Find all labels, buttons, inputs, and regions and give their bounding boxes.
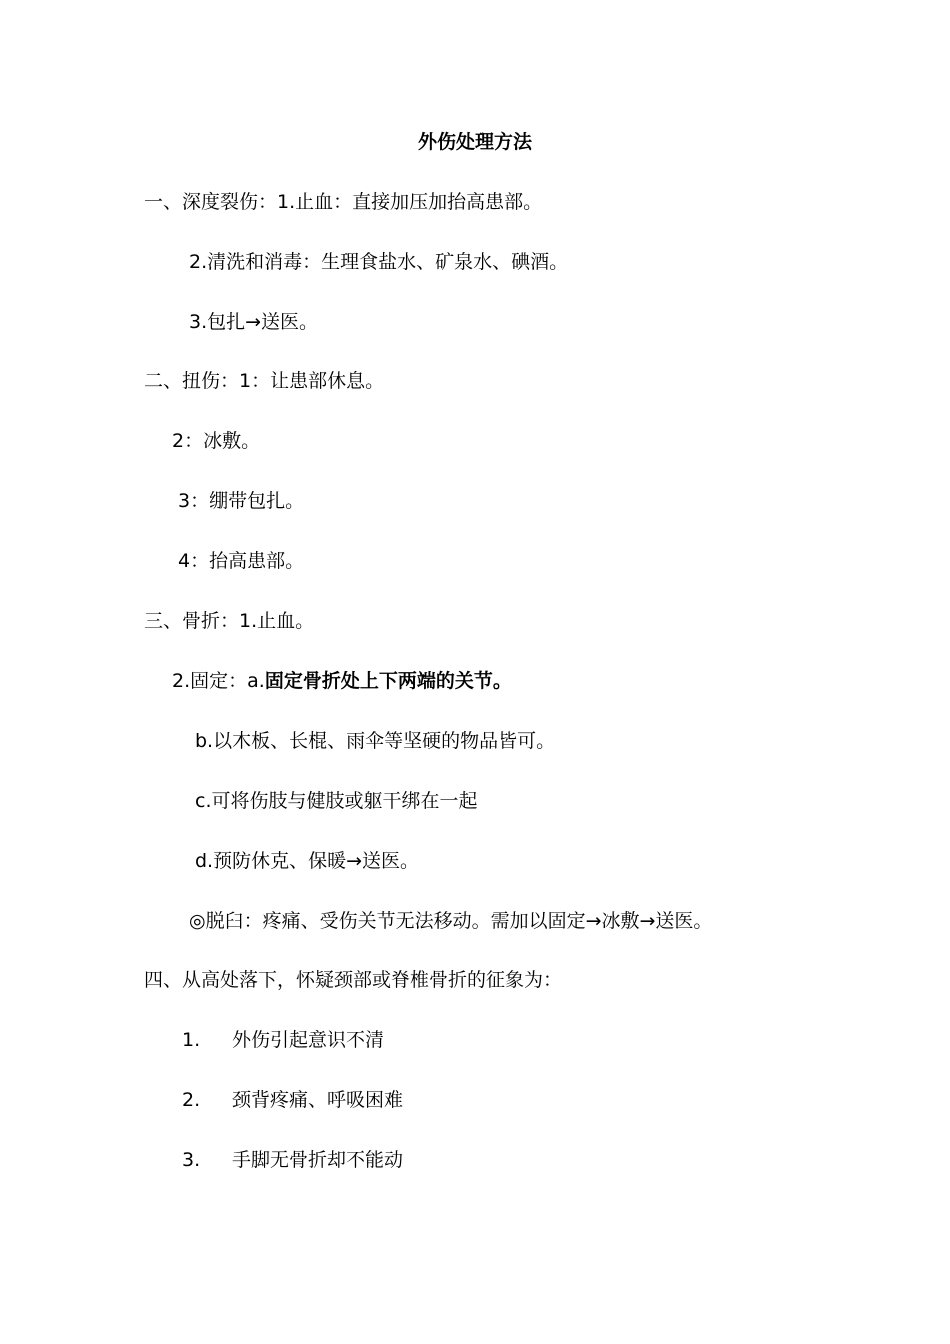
section3-line5: d.预防休克、保暖→送医。	[195, 850, 420, 872]
list-item	[182, 1088, 403, 1112]
document-title: 外伤处理方法	[417, 131, 532, 153]
list-item-text: 手脚无骨折却不能动	[232, 1149, 404, 1171]
section2-line4: 4：抬高患部。	[178, 550, 305, 572]
list-item-number: 3.	[182, 1149, 201, 1171]
section3-line1: 三、骨折：1.止血。	[144, 610, 315, 632]
list-item-text: 颈背疼痛、呼吸困难	[232, 1089, 404, 1111]
section3-line2	[172, 669, 512, 693]
list-item	[182, 1028, 384, 1052]
section3-line3: b.以木板、长棍、雨伞等坚硬的物品皆可。	[195, 730, 556, 752]
list-item-number: 2.	[182, 1089, 201, 1111]
list-item-text: 外伤引起意识不清	[232, 1029, 385, 1051]
section2-line1: 二、扭伤：1：让患部休息。	[144, 370, 385, 392]
section1-line3: 3.包扎→送医。	[189, 311, 319, 333]
section3-line6: ◎脱臼：疼痛、受伤关节无法移动。需加以固定→冰敷→送医。	[189, 910, 713, 932]
section1-line1: 一、深度裂伤：1.止血：直接加压加抬高患部。	[144, 191, 543, 213]
section2-line2: 2：冰敷。	[172, 430, 261, 452]
section3-line2-bold: 固定骨折处上下两端的关节。	[264, 670, 512, 692]
section3-line4: c.可将伤肢与健肢或躯干绑在一起	[195, 790, 478, 812]
section2-line3: 3：绷带包扎。	[178, 490, 305, 512]
list-item	[182, 1148, 403, 1172]
section4-heading: 四、从高处落下，怀疑颈部或脊椎骨折的征象为：	[144, 969, 563, 991]
section3-line2-prefix: 2.固定：a.	[172, 670, 265, 692]
list-item-number: 1.	[182, 1029, 201, 1051]
section1-line2: 2.清洗和消毒：生理食盐水、矿泉水、碘酒。	[189, 251, 569, 273]
